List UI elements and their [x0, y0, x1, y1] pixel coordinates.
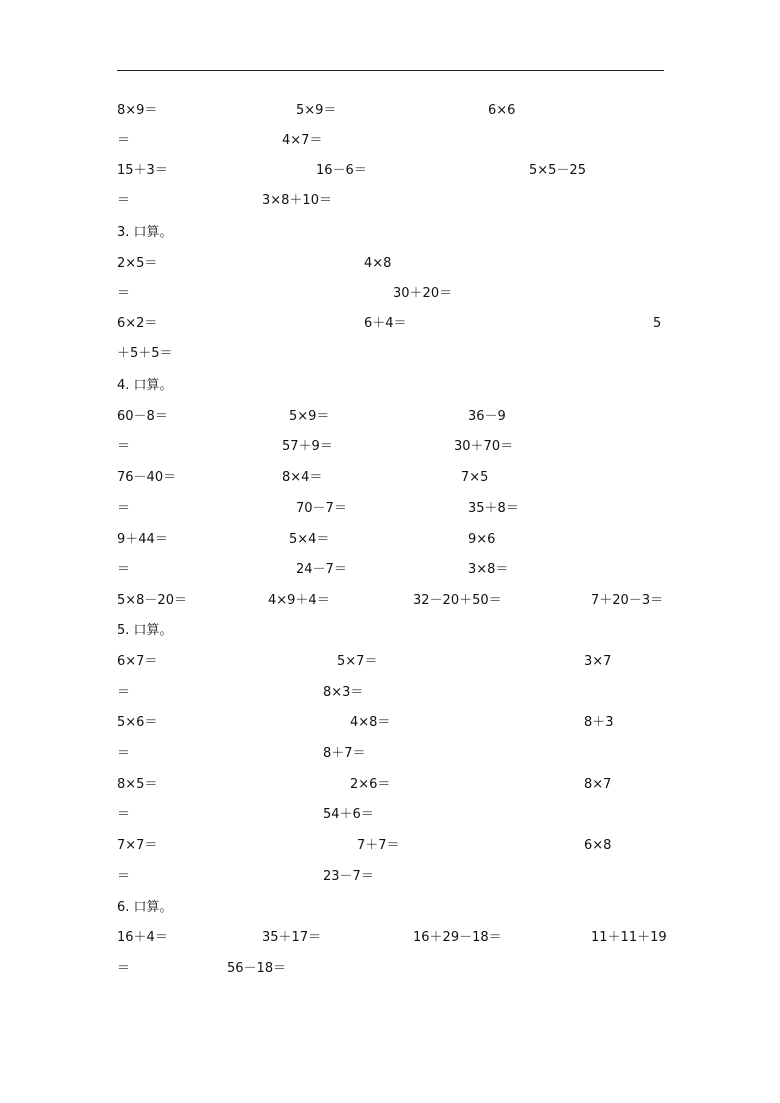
- header-rule: [117, 70, 664, 71]
- math-item: 6×6: [488, 103, 516, 118]
- math-item: 70－7＝: [296, 501, 347, 516]
- section-heading-6: 6. 口算。: [117, 900, 173, 915]
- math-item: ＋5＋5＝: [117, 346, 173, 361]
- section-heading-4: 4. 口算。: [117, 378, 173, 393]
- math-item: ＝: [117, 961, 131, 976]
- math-item: 9×6: [468, 532, 496, 547]
- math-item: ＝: [117, 501, 131, 516]
- math-item: 57＋9＝: [282, 439, 333, 454]
- math-item: 6＋4＝: [364, 316, 407, 331]
- math-item: 16－6＝: [316, 163, 367, 178]
- math-item: 35＋8＝: [468, 501, 519, 516]
- math-item: ＝: [117, 685, 131, 700]
- math-item: 54＋6＝: [323, 807, 374, 822]
- math-item: 8×3＝: [323, 685, 364, 700]
- math-item: 8×9＝: [117, 103, 158, 118]
- math-item: 30＋20＝: [393, 286, 453, 301]
- math-item: ＝: [117, 807, 131, 822]
- math-item: ＝: [117, 562, 131, 577]
- math-item: 8＋3: [584, 715, 614, 730]
- math-item: ＝: [117, 439, 131, 454]
- math-item: 5×7＝: [337, 654, 378, 669]
- math-item: 16＋4＝: [117, 930, 168, 945]
- math-item: 2×5＝: [117, 256, 158, 271]
- math-item: 8×4＝: [282, 470, 323, 485]
- math-item: 35＋17＝: [262, 930, 322, 945]
- math-item: 3×8＋10＝: [262, 193, 332, 208]
- math-item: 36－9: [468, 409, 506, 424]
- math-item: 76－40＝: [117, 470, 177, 485]
- math-item: 3×7: [584, 654, 612, 669]
- math-item: 3×8＝: [468, 562, 509, 577]
- math-item: 30＋70＝: [454, 439, 514, 454]
- math-item: 5×9＝: [296, 103, 337, 118]
- math-item: 7＋7＝: [357, 838, 400, 853]
- math-item: ＝: [117, 193, 131, 208]
- math-item: 5×6＝: [117, 715, 158, 730]
- math-item: 16＋29－18＝: [413, 930, 502, 945]
- math-item: 32－20＋50＝: [413, 593, 502, 608]
- math-item: 2×6＝: [350, 777, 391, 792]
- section-heading-3: 3. 口算。: [117, 225, 173, 240]
- math-item: 8×5＝: [117, 777, 158, 792]
- math-item: 60－8＝: [117, 409, 168, 424]
- math-item: 4×8: [364, 256, 392, 271]
- math-item: 4×9＋4＝: [268, 593, 330, 608]
- math-item: 5×9＝: [289, 409, 330, 424]
- math-item: 5: [653, 316, 662, 331]
- math-item: 5×4＝: [289, 532, 330, 547]
- math-item: 23－7＝: [323, 869, 374, 884]
- math-item: ＝: [117, 286, 131, 301]
- math-item: 11＋11＋19: [591, 930, 667, 945]
- math-item: 9＋44＝: [117, 532, 168, 547]
- math-item: 4×8＝: [350, 715, 391, 730]
- math-item: 24－7＝: [296, 562, 347, 577]
- math-item: 7×5: [461, 470, 489, 485]
- math-item: 5×5－25: [529, 163, 586, 178]
- math-item: ＝: [117, 869, 131, 884]
- math-item: ＝: [117, 746, 131, 761]
- math-item: ＝: [117, 133, 131, 148]
- math-item: 8×7: [584, 777, 612, 792]
- math-item: 4×7＝: [282, 133, 323, 148]
- math-item: 6×7＝: [117, 654, 158, 669]
- math-item: 8＋7＝: [323, 746, 366, 761]
- math-item: 7×7＝: [117, 838, 158, 853]
- math-item: 6×2＝: [117, 316, 158, 331]
- math-item: 15＋3＝: [117, 163, 168, 178]
- math-item: 5×8－20＝: [117, 593, 187, 608]
- math-item: 7＋20－3＝: [591, 593, 664, 608]
- section-heading-5: 5. 口算。: [117, 623, 173, 638]
- math-item: 56－18＝: [227, 961, 287, 976]
- math-item: 6×8: [584, 838, 612, 853]
